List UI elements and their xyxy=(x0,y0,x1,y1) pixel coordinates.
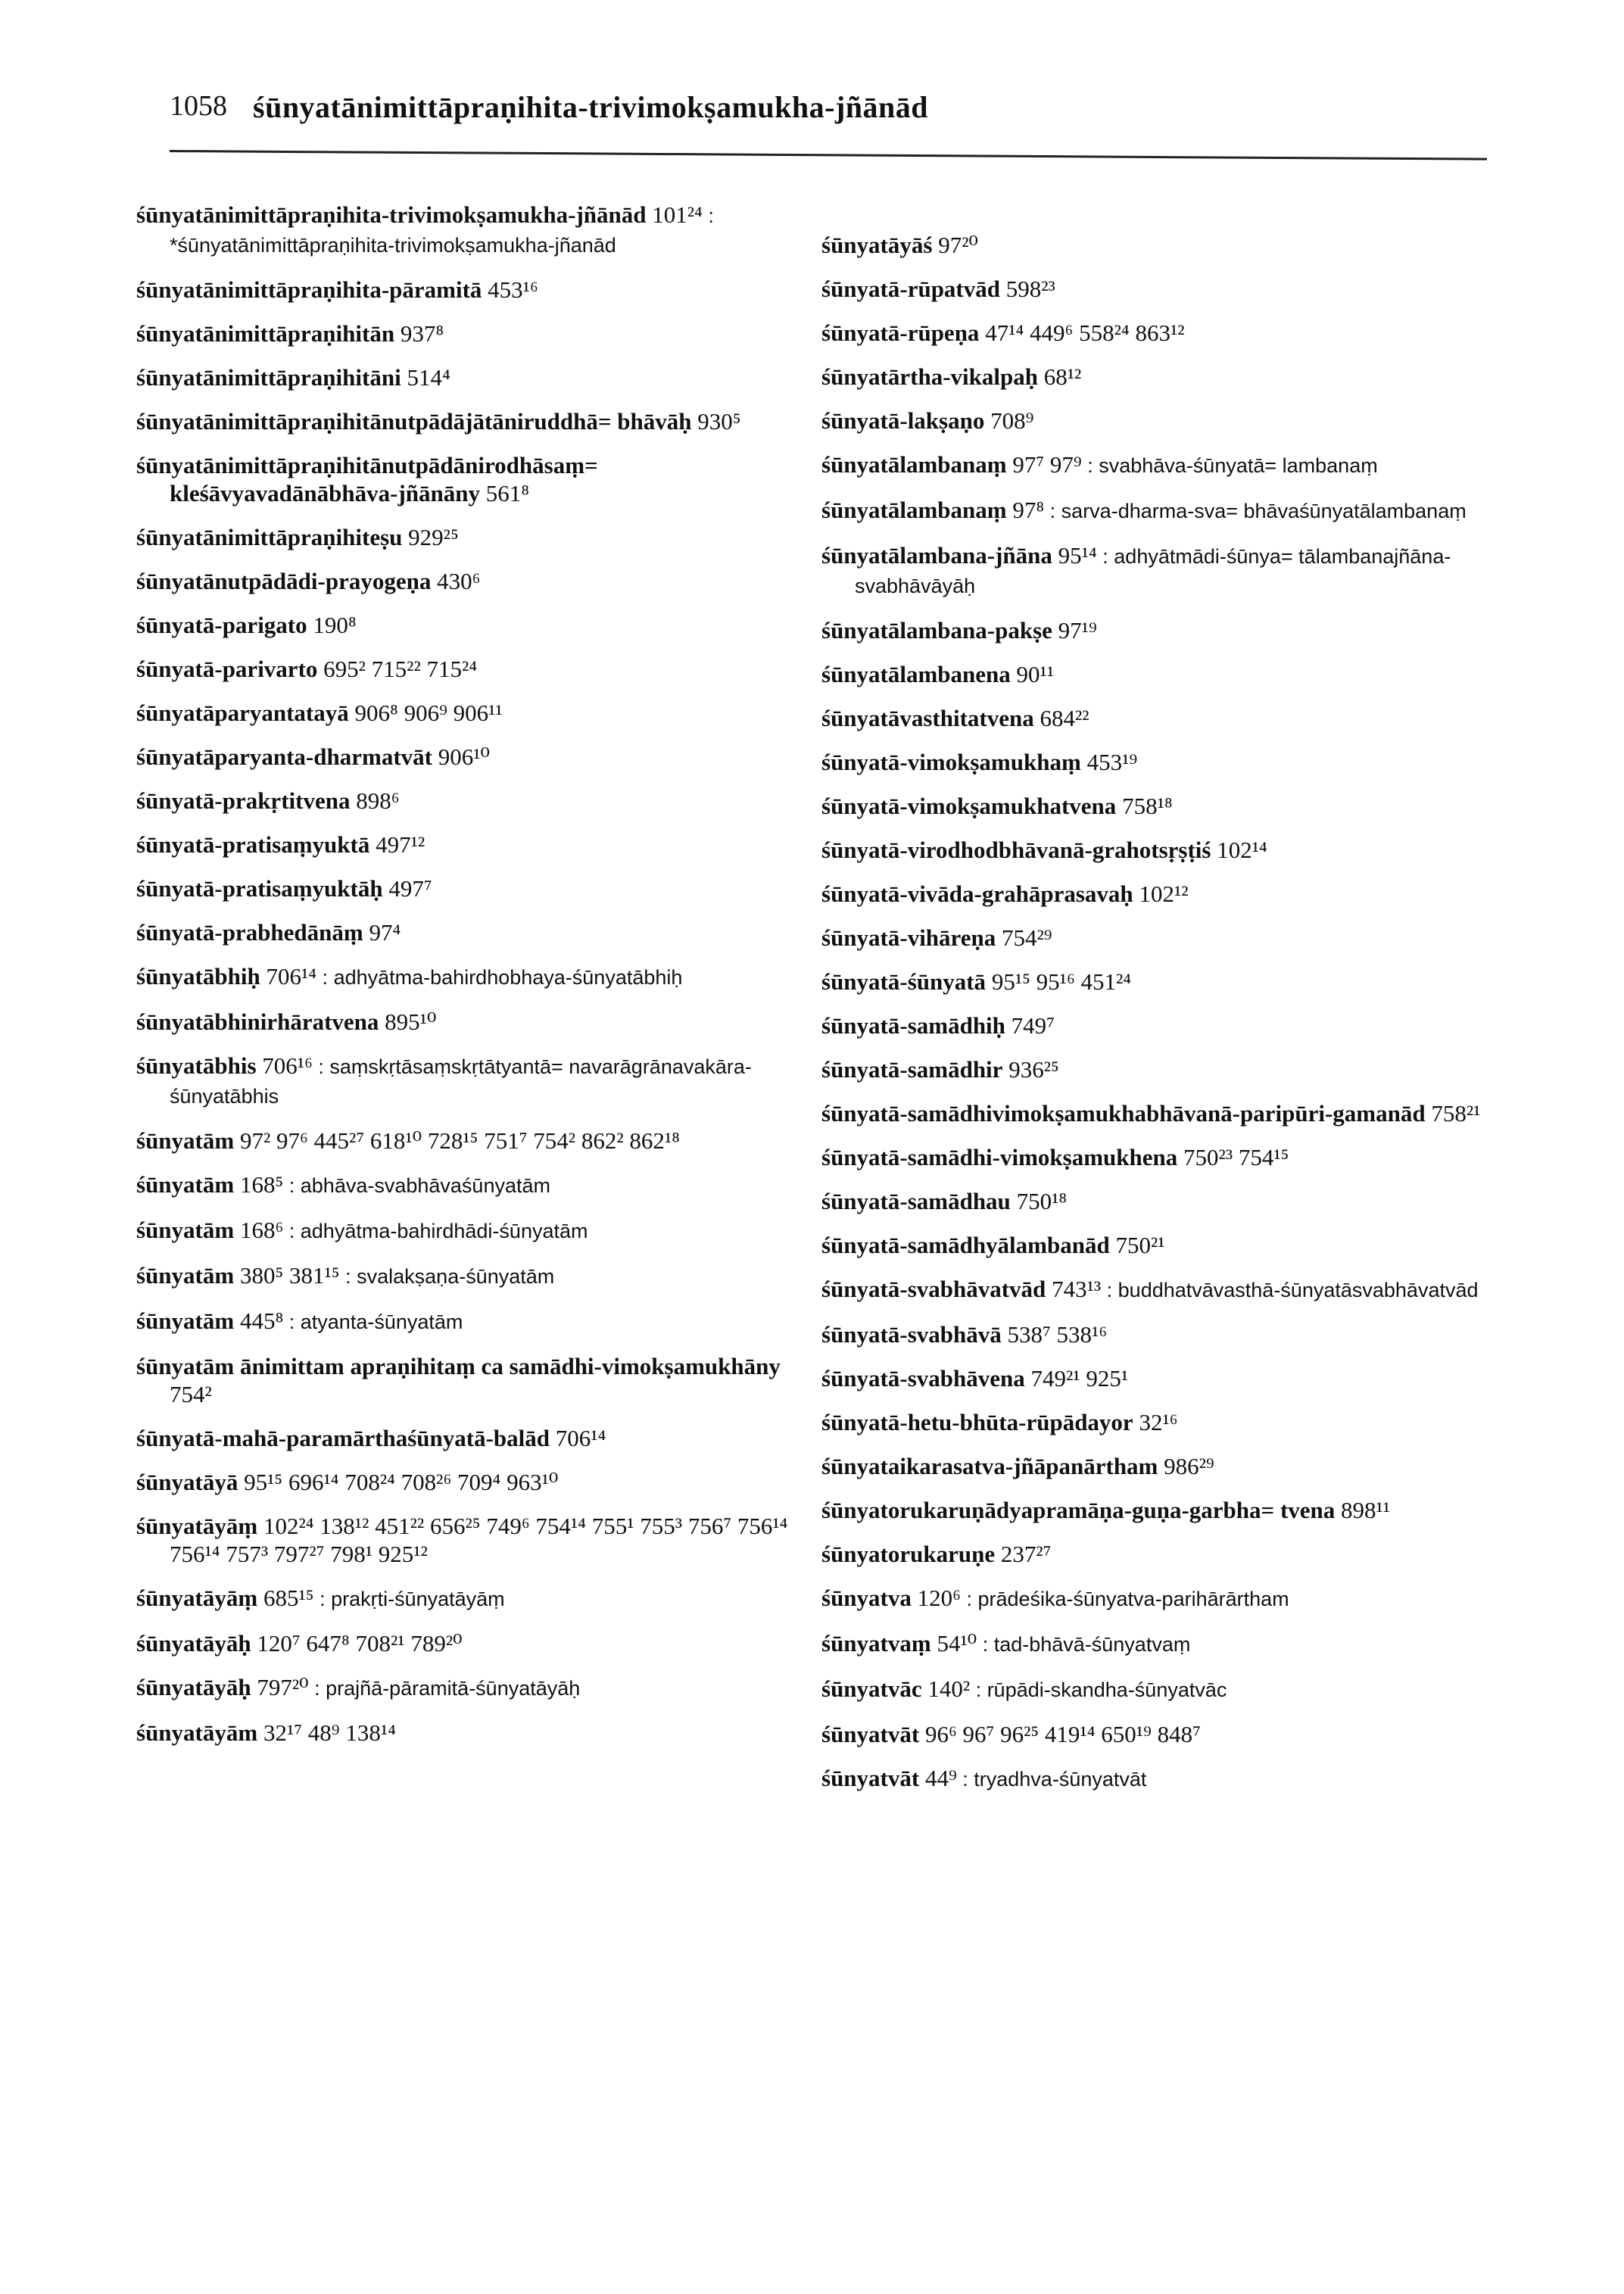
entry-references: 930⁵ xyxy=(697,408,741,435)
index-entry xyxy=(136,699,803,727)
entry-headword: śūnyatā-svabhāvatvād xyxy=(821,1276,1046,1302)
index-entry xyxy=(136,1307,803,1336)
entry-headword: śūnyatvaṃ xyxy=(821,1630,931,1657)
entry-headword: śūnyatānimittāpraṇihitānutpādājātāniruddhā= bhāvāḥ xyxy=(136,408,692,435)
entry-headword: śūnyatā-lakṣaṇo xyxy=(821,407,985,434)
index-entry xyxy=(136,567,803,595)
entry-headword: śūnyatvāc xyxy=(821,1675,922,1702)
index-entry xyxy=(821,1011,1503,1039)
entry-references: 986²⁹ xyxy=(1164,1453,1214,1479)
entry-headword: śūnyatā-vimokṣamukhatvena xyxy=(821,793,1117,819)
index-entry xyxy=(136,1216,803,1245)
entry-headword: śūnyatāparyanta-dharmatvāt xyxy=(136,743,432,770)
entry-headword: śūnyatva xyxy=(821,1585,912,1611)
entry-references: 97⁷ 97⁹ xyxy=(1012,451,1082,478)
entry-references: 96⁶ 96⁷ 96²⁵ 419¹⁴ 650¹⁹ 848⁷ xyxy=(924,1721,1201,1747)
entry-references: 561⁸ xyxy=(485,480,530,506)
entry-references: 44⁹ xyxy=(924,1765,957,1791)
entry-references: 95¹⁴ xyxy=(1058,542,1097,569)
entry-references: 936²⁵ xyxy=(1008,1056,1059,1083)
entry-references: 120⁷ 647⁸ 708²¹ 789²⁰ xyxy=(257,1630,463,1657)
entry-gloss: : abhāva-svabhāvaśūnyatām xyxy=(283,1174,550,1197)
index-entry xyxy=(821,792,1503,820)
entry-headword: śūnyatānimittāpraṇihita-trivimokṣamukha-jñānād xyxy=(136,201,647,228)
entry-gloss: : *śūnyatānimittāpraṇihita-trivimokṣamukha-jñanād xyxy=(170,204,714,257)
page-number: 1058 xyxy=(170,90,227,122)
entry-references: 706¹⁴ xyxy=(266,963,317,990)
index-entry xyxy=(136,1468,803,1496)
entry-references: 754²⁹ xyxy=(1002,924,1052,951)
entry-headword: śūnyatā-hetu-bhūta-rūpādayor xyxy=(821,1409,1133,1435)
entry-references: 497¹² xyxy=(376,831,425,858)
index-entry xyxy=(136,743,803,771)
entry-headword: śūnyatorukaruṇe xyxy=(821,1541,996,1567)
index-entry xyxy=(821,880,1503,908)
entry-references: 598²³ xyxy=(1005,276,1055,302)
entry-references: 937⁸ xyxy=(400,320,444,347)
index-entry xyxy=(821,660,1503,688)
entry-references: 749²¹ 925¹ xyxy=(1030,1365,1129,1392)
index-entry xyxy=(136,831,803,859)
index-entry xyxy=(136,655,803,683)
entry-gloss: : svabhāva-śūnyatā= lambanaṃ xyxy=(1081,454,1378,477)
entry-references: 190⁸ xyxy=(313,612,357,638)
entry-gloss: : sarva-dharma-sva= bhāvaśūnyatālambanaṃ xyxy=(1044,500,1467,522)
entry-references: 906¹⁰ xyxy=(438,743,490,770)
index-entry xyxy=(821,450,1503,480)
entry-references: 929²⁵ xyxy=(408,524,459,550)
index-entry xyxy=(821,968,1503,996)
page-header xyxy=(170,89,1487,154)
entry-references: 684²² xyxy=(1040,705,1089,731)
entry-references: 140² xyxy=(927,1675,971,1702)
entry-headword: śūnyatāyā xyxy=(136,1469,238,1495)
index-entry xyxy=(136,1512,803,1568)
entry-references: 32¹⁷ 48⁹ 138¹⁴ xyxy=(263,1719,396,1746)
entry-headword: śūnyatā-samādhyālambanād xyxy=(821,1232,1110,1258)
index-entry xyxy=(821,1055,1503,1083)
entry-references: 514⁴ xyxy=(407,364,450,391)
entry-gloss: : saṃskṛtāsaṃskṛtātyantā= navarāgrānavakāra-śūnyatābhis xyxy=(170,1055,752,1108)
entry-references: 430⁶ xyxy=(437,568,481,594)
index-entry xyxy=(136,319,803,348)
entry-headword: śūnyatvāt xyxy=(821,1721,920,1747)
entry-headword: śūnyatā-parigato xyxy=(136,612,307,638)
entry-headword: śūnyatā-svabhāvā xyxy=(821,1321,1002,1348)
index-entry xyxy=(136,874,803,902)
entry-headword: śūnyatālambanaṃ xyxy=(821,497,1007,523)
entry-references: 32¹⁶ xyxy=(1139,1409,1178,1435)
entry-headword: śūnyatāvasthitatvena xyxy=(821,705,1034,731)
entry-headword: śūnyatānimittāpraṇihitāni xyxy=(136,364,401,391)
index-entry xyxy=(821,1720,1503,1748)
index-entry xyxy=(136,1170,803,1200)
index-entry xyxy=(136,451,803,507)
entry-references: 685¹⁵ xyxy=(263,1585,314,1611)
entry-gloss: : buddhatvāvasthā-śūnyatāsvabhāvatvād xyxy=(1101,1279,1479,1301)
entry-headword: śūnyatābhinirhāratvena xyxy=(136,1008,379,1035)
index-entry xyxy=(821,1452,1503,1480)
index-entry xyxy=(821,1675,1503,1704)
entry-headword: śūnyatā-svabhāvena xyxy=(821,1365,1025,1392)
right-column xyxy=(821,231,1503,1809)
entry-headword: śūnyatānimittāpraṇihiteṣu xyxy=(136,524,403,550)
entry-headword: śūnyatā-vihāreṇa xyxy=(821,924,996,951)
index-entry xyxy=(136,1424,803,1452)
entry-headword: śūnyatorukaruṇādyapramāṇa-guṇa-garbha= tvena xyxy=(821,1497,1336,1523)
index-entry xyxy=(821,231,1503,259)
entry-gloss: : tad-bhāvā-śūnyatvaṃ xyxy=(977,1633,1191,1656)
entry-headword: śūnyatāyām xyxy=(136,1719,258,1746)
entry-gloss: : adhyātma-bahirdhobhaya-śūnyatābhiḥ xyxy=(316,966,683,989)
entry-references: 706¹⁶ xyxy=(262,1052,313,1079)
entry-headword: śūnyatā-vimokṣamukhaṃ xyxy=(821,749,1081,775)
index-entry xyxy=(821,704,1503,732)
entry-references: 750¹⁸ xyxy=(1016,1188,1068,1214)
entry-references: 706¹⁴ xyxy=(555,1425,606,1451)
entry-references: 906⁸ 906⁹ 906¹¹ xyxy=(354,700,503,726)
index-entry xyxy=(136,1261,803,1291)
index-entry xyxy=(136,1008,803,1036)
entry-references: 168⁵ xyxy=(239,1171,284,1198)
entry-references: 97¹⁹ xyxy=(1058,617,1097,644)
entry-references: 54¹⁰ xyxy=(937,1630,977,1657)
entry-references: 95¹⁵ 95¹⁶ 451²⁴ xyxy=(991,968,1132,995)
entry-headword: śūnyatāparyantatayā xyxy=(136,700,349,726)
entry-headword: śūnyatā-samādhi-vimokṣamukhena xyxy=(821,1144,1178,1170)
entry-headword: śūnyatāyāḥ xyxy=(136,1674,251,1700)
entry-references: 47¹⁴ 449⁶ 558²⁴ 863¹² xyxy=(985,319,1185,346)
entry-references: 102¹² xyxy=(1139,881,1189,907)
entry-references: 120⁶ xyxy=(917,1585,961,1611)
entry-references: 898¹¹ xyxy=(1341,1497,1391,1523)
entry-references: 445⁸ xyxy=(239,1308,284,1334)
index-entry xyxy=(821,1629,1503,1659)
entry-gloss: : adhyātma-bahirdhādi-śūnyatām xyxy=(283,1220,588,1242)
entry-gloss: : prakṛti-śūnyatāyāṃ xyxy=(313,1588,505,1610)
entry-references: 97²⁰ xyxy=(938,232,978,258)
entry-references: 895¹⁰ xyxy=(385,1008,437,1035)
index-entry xyxy=(821,1364,1503,1392)
entry-references: 754² xyxy=(170,1381,212,1407)
entry-references: 101²⁴ xyxy=(652,201,703,228)
running-head: śūnyatānimittāpraṇihita-trivimokṣamukha-jñānād xyxy=(253,90,929,124)
entry-headword: śūnyatābhis xyxy=(136,1052,257,1079)
entry-references: 97² 97⁶ 445²⁷ 618¹⁰ 728¹⁵ 751⁷ 754² 862² 862¹⁸ xyxy=(239,1127,680,1154)
index-entry xyxy=(821,1099,1503,1127)
index-entry xyxy=(136,276,803,304)
entry-headword: śūnyatām xyxy=(136,1262,235,1289)
entry-headword: śūnyatām xyxy=(136,1127,235,1154)
index-entry xyxy=(136,1719,803,1747)
index-entry xyxy=(821,616,1503,644)
entry-references: 743¹³ xyxy=(1052,1276,1102,1302)
index-entry xyxy=(821,1143,1503,1171)
entry-headword: śūnyatām xyxy=(136,1171,235,1198)
index-entry xyxy=(821,924,1503,952)
entry-headword: śūnyatālambana-jñāna xyxy=(821,542,1052,569)
entry-references: 168⁶ xyxy=(239,1217,284,1243)
entry-headword: śūnyatā-samādhivimokṣamukhabhāvanā-paripūri-gamanād xyxy=(821,1100,1426,1127)
index-entry xyxy=(821,1231,1503,1259)
entry-headword: śūnyatā-samādhiḥ xyxy=(821,1012,1005,1039)
entry-headword: śūnyatāyāṃ xyxy=(136,1513,258,1539)
index-entry xyxy=(821,1187,1503,1215)
entry-references: 797²⁰ xyxy=(257,1674,309,1700)
entry-references: 695² 715²² 715²⁴ xyxy=(323,656,478,682)
left-column xyxy=(136,201,803,1763)
index-entry xyxy=(821,275,1503,303)
entry-headword: śūnyataikarasatva-jñāpanārtham xyxy=(821,1453,1158,1479)
entry-headword: śūnyatā-vivāda-grahāprasavaḥ xyxy=(821,881,1133,907)
index-entry xyxy=(136,523,803,551)
index-entry xyxy=(136,407,803,435)
entry-references: 97⁴ xyxy=(369,919,401,946)
entry-headword: śūnyatām xyxy=(136,1217,235,1243)
index-entry xyxy=(136,1052,803,1111)
entry-headword: śūnyatābhiḥ xyxy=(136,963,260,990)
entry-references: 497⁷ xyxy=(388,875,432,902)
index-entry xyxy=(821,1408,1503,1436)
entry-gloss: : prajñā-pāramitā-śūnyatāyāḥ xyxy=(308,1677,581,1700)
entry-headword: śūnyatānimittāpraṇihitān xyxy=(136,320,395,347)
entry-gloss: : atyanta-śūnyatām xyxy=(283,1311,463,1333)
index-entry xyxy=(821,1496,1503,1524)
entry-headword: śūnyatā-samādhau xyxy=(821,1188,1011,1214)
entry-references: 758²¹ xyxy=(1431,1100,1481,1127)
entry-references: 68¹² xyxy=(1043,363,1082,390)
index-entry xyxy=(821,1540,1503,1568)
entry-headword: śūnyatānimittāpraṇihitānutpādānirodhāsaṃ= kleśāvyavadānābhāva-jñānāny xyxy=(136,452,598,506)
index-entry xyxy=(821,1764,1503,1794)
index-entry xyxy=(821,407,1503,435)
index-entry xyxy=(821,541,1503,600)
entry-references: 90¹¹ xyxy=(1016,661,1055,687)
entry-references: 758¹⁸ xyxy=(1122,793,1173,819)
index-entry xyxy=(136,611,803,639)
entry-references: 237²⁷ xyxy=(1000,1541,1052,1567)
entry-headword: śūnyatā-pratisaṃyuktā xyxy=(136,831,370,858)
entry-references: 708⁹ xyxy=(990,407,1034,434)
index-entry xyxy=(136,1584,803,1613)
index-entry xyxy=(821,836,1503,864)
entry-headword: śūnyatāyāś xyxy=(821,232,933,258)
entry-headword: śūnyatā-rūpatvād xyxy=(821,276,1000,302)
entry-headword: śūnyatā-rūpeṇa xyxy=(821,319,980,346)
entry-gloss: : rūpādi-skandha-śūnyatvāc xyxy=(970,1678,1227,1701)
index-entry xyxy=(821,748,1503,776)
index-entry xyxy=(136,787,803,815)
index-entry xyxy=(136,1673,803,1703)
entry-headword: śūnyatā-prabhedānāṃ xyxy=(136,919,363,946)
entry-headword: śūnyatvāt xyxy=(821,1765,920,1791)
entry-headword: śūnyatālambana-pakṣe xyxy=(821,617,1052,644)
entry-headword: śūnyatām xyxy=(136,1308,235,1334)
entry-gloss: : prādeśika-śūnyatva-parihārārtham xyxy=(960,1588,1289,1610)
entry-references: 97⁸ xyxy=(1012,497,1045,523)
entry-headword: śūnyatālambanena xyxy=(821,661,1011,687)
index-entry xyxy=(136,962,803,992)
index-entry xyxy=(821,1320,1503,1348)
entry-headword: śūnyatā-parivarto xyxy=(136,656,318,682)
index-entry xyxy=(136,918,803,946)
entry-gloss: : tryadhva-śūnyatvāt xyxy=(956,1768,1147,1791)
entry-headword: śūnyatānutpādādi-prayogeṇa xyxy=(136,568,432,594)
index-entry xyxy=(136,1629,803,1657)
index-entry xyxy=(821,1275,1503,1304)
entry-headword: śūnyatā-samādhir xyxy=(821,1056,1003,1083)
entry-references: 538⁷ 538¹⁶ xyxy=(1007,1321,1108,1348)
index-entry xyxy=(136,1127,803,1155)
entry-references: 898⁶ xyxy=(356,787,400,814)
index-entry xyxy=(821,1584,1503,1613)
entry-headword: śūnyatā-virodhodbhāvanā-grahotsṛṣṭiś xyxy=(821,837,1211,863)
entry-references: 749⁷ xyxy=(1011,1012,1055,1039)
entry-headword: śūnyatāyāṃ xyxy=(136,1585,258,1611)
entry-gloss: : adhyātmādi-śūnya= tālambanajñāna-svabhāvāyāḥ xyxy=(855,545,1451,597)
entry-headword: śūnyatānimittāpraṇihita-pāramitā xyxy=(136,276,482,303)
entry-references: 453¹⁶ xyxy=(488,276,538,303)
index-entry xyxy=(821,319,1503,347)
entry-references: 750²¹ xyxy=(1115,1232,1165,1258)
entry-headword: śūnyatālambanaṃ xyxy=(821,451,1007,478)
entry-headword: śūnyatām ānimittam apraṇihitaṃ ca samādhi-vimokṣamukhāny xyxy=(136,1353,781,1379)
entry-references: 453¹⁹ xyxy=(1086,749,1138,775)
entry-headword: śūnyatā-pratisaṃyuktāḥ xyxy=(136,875,383,902)
index-entry xyxy=(821,363,1503,391)
entry-gloss: : svalakṣaṇa-śūnyatām xyxy=(339,1265,555,1288)
entry-headword: śūnyatā-śūnyatā xyxy=(821,968,987,995)
index-entry xyxy=(136,201,803,260)
entry-references: 102²⁴ 138¹² 451²² 656²⁵ 749⁶ 754¹⁴ 755¹ 755³ 756⁷ 756¹⁴ 756¹⁴ 757³ 797²⁷ 798¹ 925¹² xyxy=(170,1513,788,1567)
entry-references: 102¹⁴ xyxy=(1217,837,1267,863)
entry-references: 95¹⁵ 696¹⁴ 708²⁴ 708²⁶ 709⁴ 963¹⁰ xyxy=(244,1469,559,1495)
index-entry xyxy=(821,496,1503,525)
entry-headword: śūnyatāyāḥ xyxy=(136,1630,251,1657)
entry-headword: śūnyatā-mahā-paramārthaśūnyatā-balād xyxy=(136,1425,550,1451)
entry-headword: śūnyatā-prakṛtitvena xyxy=(136,787,351,814)
entry-headword: śūnyatārtha-vikalpaḥ xyxy=(821,363,1038,390)
entry-references: 380⁵ 381¹⁵ xyxy=(239,1262,340,1289)
index-entry xyxy=(136,1352,803,1408)
index-entry xyxy=(136,363,803,391)
entry-references: 750²³ 754¹⁵ xyxy=(1183,1144,1289,1170)
